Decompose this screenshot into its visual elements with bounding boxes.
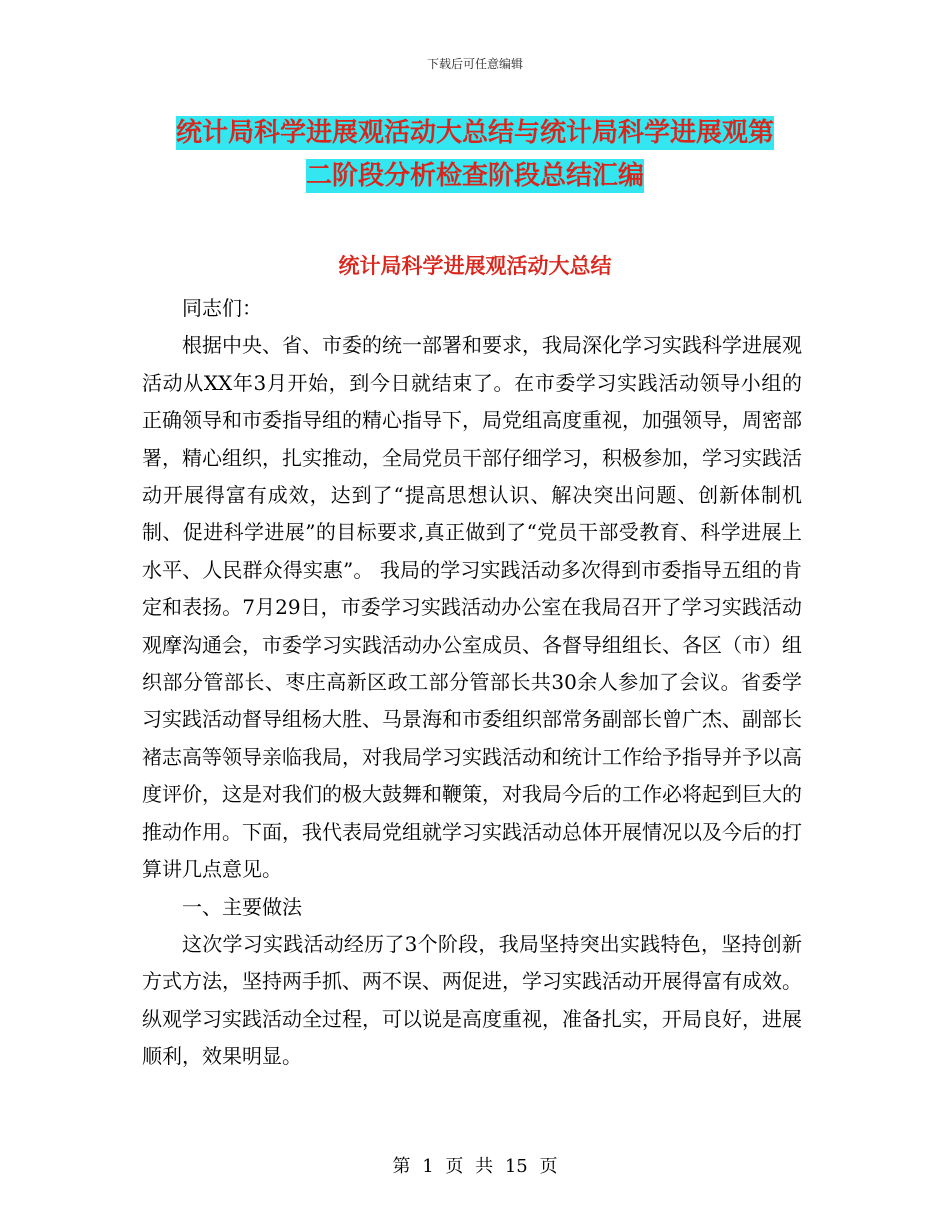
header-note: 下载后可任意编辑 — [426, 57, 523, 71]
page-number-footer: 第 1 页 共 15 页 — [392, 1156, 558, 1177]
section-title: 统计局科学进展观活动大总结 — [338, 254, 612, 278]
document-title-line-1 — [110, 112, 840, 149]
salutation-paragraph: 同志们： — [182, 296, 262, 320]
section-heading-main-practices: 一、主要做法 — [182, 894, 302, 919]
document-title-line-1-text: 统计局科学进展观活动大总结与统计局科学进展观第 — [175, 118, 774, 148]
document-body — [142, 290, 802, 1076]
document-title-line-2-text: 二阶段分析检查阶段总结汇编 — [305, 161, 644, 191]
body-paragraph: 根据中央、省、市委的统一部署和要求，我局深化学习实践科学进展观活动从XX年3月开始，到今日就结束了。在市委学习实践活动领导小组的正确领导和市委指导组的精心指导下，局党组高度重视，加强领导，周密部署，精心组织，扎实推动，全局党员干部仔细学习，积极参加，学习实践活动开展得富有成效，达到了“提高思想认识、解决突出问题、创新体制机制、促进科学进展”的目标要求,真正做到了“党员干部受教育、科学进展上水平、人民群众得实惠”。 我局的学习实践活动多次得到市委指导五组的肯定和表扬。7月29日，市委学习实践活动办公室在我局召开了学习实践活动观摩沟通会，市委学习实践活动办公室成员、各督导组组长、各区（市）组织部分管部长、枣庄高新区政工部分管部长共30余人参加了会议。省委学习实践活动督导组杨大胜、马景海和市委组织部常务副部长曾广杰、副部长褚志高等领导亲临我局，对我局学习实践活动和统计工作给予指导并予以高度评价，这是对我们的极大鼓舞和鞭策，对我局今后的工作必将起到巨大的推动作用。下面，我代表局党组就学习实践活动总体开展情况以及今后的打算讲几点意见。 — [142, 333, 802, 882]
body-paragraph: 这次学习实践活动经历了3个阶段，我局坚持突出实践特色，坚持创新方式方法，坚持两手抓、两不误、两促进，学习实践活动开展得富有成效。纵观学习实践活动全过程，可以说是高度重视，准备扎实，开局良好，进展顺利，效果明显。 — [142, 931, 802, 1069]
document-title-line-2 — [110, 155, 840, 192]
